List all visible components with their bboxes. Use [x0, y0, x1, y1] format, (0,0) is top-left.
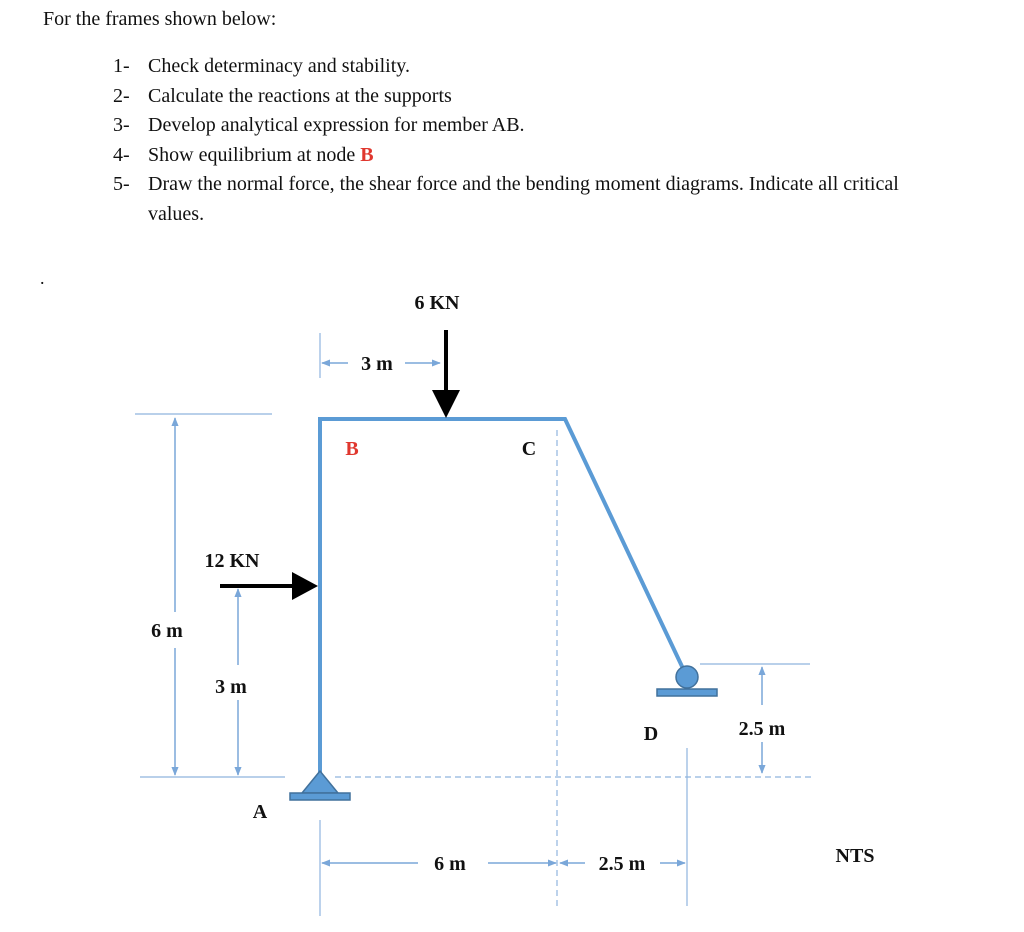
dim-label-6m-span: 6 m — [434, 853, 466, 875]
node-label-b: B — [345, 438, 359, 460]
node-label-d: D — [643, 723, 659, 745]
task-number: 2- — [113, 84, 130, 107]
task-text: Show equilibrium at node — [148, 143, 356, 166]
load-label-6kn: 6 KN — [414, 292, 460, 314]
dim-label-3m-height: 3 m — [215, 676, 247, 698]
task-text: Check determinacy and stability. — [148, 55, 410, 77]
task-text: Calculate the reactions at the supports — [148, 84, 452, 107]
load-label-12kn: 12 KN — [204, 550, 260, 572]
load-arrow-6kn — [432, 330, 460, 418]
dimension-lines — [175, 363, 762, 863]
task-number: 5- — [113, 173, 130, 195]
task-text: Develop analytical expression for member AB. — [148, 114, 525, 136]
scale-note: NTS — [835, 845, 875, 867]
dim-label-2p5m-span: 2.5 m — [598, 853, 646, 875]
roller-support-base — [657, 689, 717, 696]
intro-text: For the frames shown below: — [43, 8, 277, 30]
node-label-c: C — [521, 438, 537, 460]
roller-support-ball — [676, 666, 698, 688]
task-text: Draw the normal force, the shear force and the bending moment diagrams. Indicate all critical values. — [148, 173, 899, 225]
dim-label-6m-height: 6 m — [151, 620, 183, 642]
task-number: 4- — [113, 143, 130, 166]
pin-support-triangle — [302, 771, 338, 793]
frame-members — [320, 419, 687, 777]
stray-mark: . — [40, 268, 45, 288]
node-label-a: A — [252, 801, 268, 823]
dim-label-2p5m-height: 2.5 m — [738, 718, 786, 740]
load-arrow-12kn — [220, 572, 318, 600]
roller-support-d — [657, 666, 717, 696]
task-number: 3- — [113, 114, 130, 136]
pin-support-a — [290, 771, 350, 800]
dim-label-3m-top: 3 m — [361, 353, 393, 375]
pin-support-base — [290, 793, 350, 800]
task-number: 1- — [113, 55, 130, 77]
highlighted-node-label: B — [360, 143, 374, 166]
